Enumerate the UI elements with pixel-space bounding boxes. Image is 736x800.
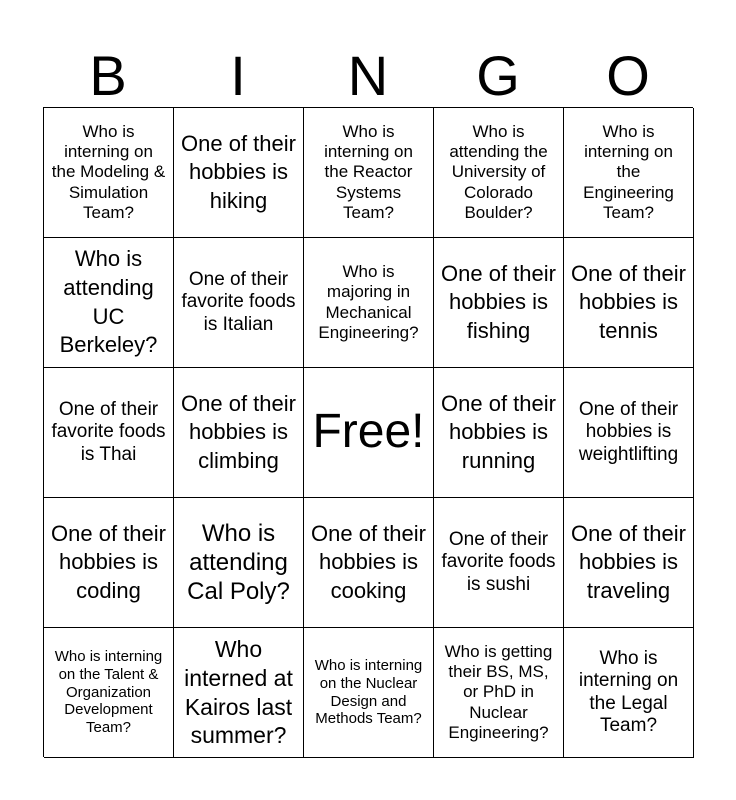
bingo-cell[interactable]: Who is majoring in Mechanical Engineering?: [304, 238, 434, 368]
bingo-cell[interactable]: One of their hobbies is climbing: [174, 368, 304, 498]
bingo-cell[interactable]: One of their hobbies is hiking: [174, 108, 304, 238]
bingo-cell[interactable]: One of their hobbies is cooking: [304, 498, 434, 628]
bingo-cell[interactable]: Who is interning on the Talent & Organization Development Team?: [44, 628, 174, 758]
bingo-cell[interactable]: One of their hobbies is tennis: [564, 238, 694, 368]
bingo-header: [43, 44, 693, 108]
bingo-cell[interactable]: Who is interning on the Legal Team?: [564, 628, 694, 758]
bingo-cell[interactable]: One of their hobbies is fishing: [434, 238, 564, 368]
bingo-cell[interactable]: One of their hobbies is coding: [44, 498, 174, 628]
bingo-cell[interactable]: Who is getting their BS, MS, or PhD in Nuclear Engineering?: [434, 628, 564, 758]
bingo-cell[interactable]: Who is attending Cal Poly?: [174, 498, 304, 628]
bingo-cell[interactable]: Who is interning on the Reactor Systems Team?: [304, 108, 434, 238]
bingo-board: [43, 107, 693, 757]
bingo-cell[interactable]: One of their favorite foods is sushi: [434, 498, 564, 628]
free-space[interactable]: Free!: [304, 368, 434, 498]
bingo-cell[interactable]: Who is interning on the Modeling & Simulation Team?: [44, 108, 174, 238]
bingo-cell[interactable]: Who is attending UC Berkeley?: [44, 238, 174, 368]
bingo-cell[interactable]: One of their hobbies is traveling: [564, 498, 694, 628]
header-letter-i: I: [230, 44, 246, 107]
bingo-cell[interactable]: Who is interning on the Nuclear Design and Methods Team?: [304, 628, 434, 758]
bingo-cell[interactable]: Who interned at Kairos last summer?: [174, 628, 304, 758]
header-letter-n: N: [347, 44, 389, 107]
header-letter-g: G: [476, 44, 520, 107]
bingo-cell[interactable]: One of their favorite foods is Italian: [174, 238, 304, 368]
bingo-cell[interactable]: Who is interning on the Engineering Team?: [564, 108, 694, 238]
header-letter-o: O: [606, 44, 650, 107]
bingo-cell[interactable]: Who is attending the University of Colorado Boulder?: [434, 108, 564, 238]
bingo-cell[interactable]: One of their hobbies is weightlifting: [564, 368, 694, 498]
bingo-cell[interactable]: One of their favorite foods is Thai: [44, 368, 174, 498]
header-letter-b: B: [89, 44, 127, 107]
bingo-cell[interactable]: One of their hobbies is running: [434, 368, 564, 498]
